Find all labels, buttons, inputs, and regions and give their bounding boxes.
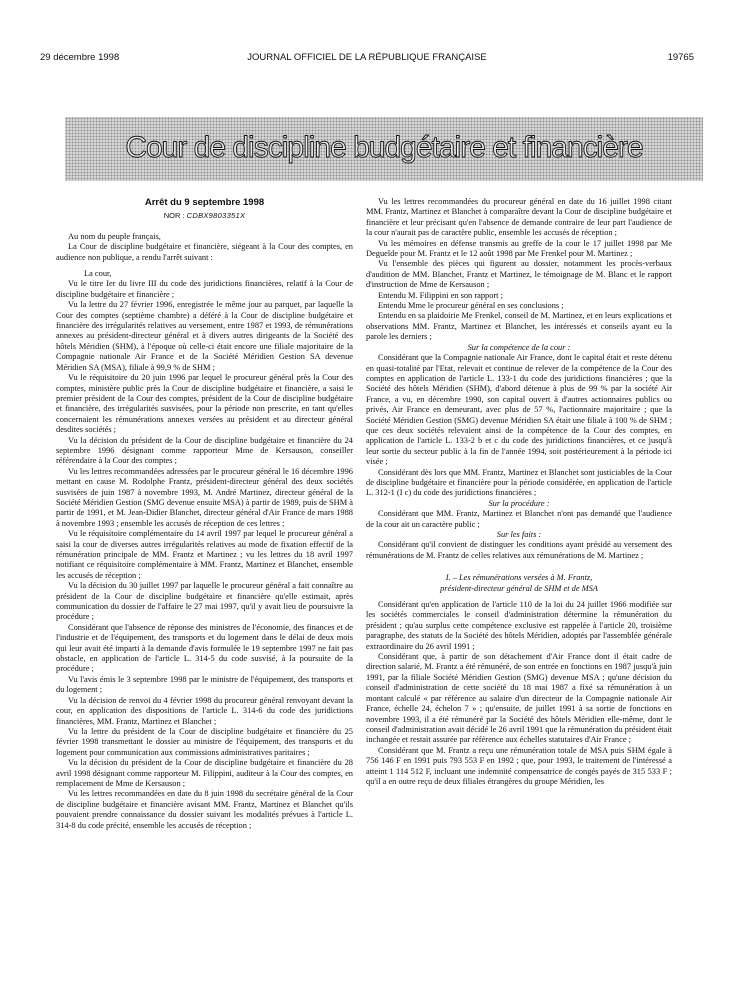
paragraph: Vu le réquisitoire du 20 juin 1996 par lequel le procureur général près la Cour des comptes, ministère public près la Cour de discipline budgétaire et financière, a saisi le premier président de la Cour des comptes, président de la Cour de discipline budgétaire et financière, des irrégularités susvisées, pour la période non prescrite, en tant qu'elles concernaient les rémunérations annexes versées au président et au directeur général desdites sociétés ; xyxy=(56,373,353,435)
section-heading-line: I. – Les rémunérations versées à M. Frantz, xyxy=(445,573,593,583)
page-number: 19765 xyxy=(667,52,694,63)
paragraph: Considérant que M. Frantz a reçu une rémunération totale de MSA puis SHM égale à 756 146 F en 1991 puis 793 553 F en 1992 ; que, pour 1993, le traitement de l'intéressé a atteint 1 114 512 F, incluant une indemnité compensatrice de congés payés de 315 533 F ; qu'il a en outre reçu de deux filiales étrangères du groupe Méridien, les xyxy=(366,745,672,786)
paragraph: Au nom du peuple français, xyxy=(68,231,161,241)
section-banner xyxy=(65,117,703,181)
paragraph: Entendu en sa plaidoirie Me Frenkel, conseil de M. Martinez, et en leurs explications et observations MM. Frantz, Martinez et Blanchet, les intéressés et conseils ayant eu la parole les derniers ; xyxy=(366,311,672,342)
section-heading-frantz xyxy=(366,573,672,594)
paragraph: Vu les lettres recommandées du procureur général en date du 16 juillet 1998 citant MM. Frantz, Martinez et Blanchet à comparaître devant la Cour de discipline budgétaire et financière et leur précisant qu'en l'absence de demande contraire de leur part l'audience de la cour n'aurait pas de caractère public, ensemble les accusés de réception ; xyxy=(366,197,672,238)
arret-title: Arrêt du 9 septembre 1998 xyxy=(144,197,265,208)
paragraph: Entendu Mme le procureur général en ses conclusions ; xyxy=(378,301,564,311)
heading-procedure: Sur la procédure : xyxy=(488,498,550,508)
paragraph: Considérant que l'absence de réponse des ministres de l'économie, des finances et de l'industrie et de l'équipement, des transports et du logement dans le délai de deux mois qui leur avait été imparti à la demande d'avis formulée le 19 septembre 1997 ne fait pas obstacle, en application de l'article L. 314-5 du code susvisé, à la poursuite de la procédure ; xyxy=(56,622,353,674)
nor-value: CDBX9803351X xyxy=(186,211,246,221)
paragraph: Considérant que MM. Frantz, Martinez et Blanchet n'ont pas demandé que l'audience de la cour ait un caractère public ; xyxy=(366,509,672,529)
nor-label: NOR : xyxy=(163,211,185,221)
paragraph: Vu la décision du président de la Cour de discipline budgétaire et financière du 28 avril 1998 désignant comme rapporteur M. Filippini, auditeur à la Cour des comptes, en remplacement de Mme de Kersauson ; xyxy=(56,758,353,788)
paragraph: Vu les lettres recommandées en date du 8 juin 1998 du secrétaire général de la Cour de discipline budgétaire et financière avisant MM. Frantz, Martinez et Blanchet qu'ils pouvaient prendre connaissance du dossier suivant les modalités prévues à l'article L. 314-8 du code précité, ensemble les accusés de réception ; xyxy=(56,789,353,830)
paragraph: La Cour de discipline budgétaire et financière, siégeant à la Cour des comptes, en audience non publique, a rendu l'arrêt suivant : xyxy=(56,242,353,262)
paragraph: Considérant que la Compagnie nationale Air France, dont le capital était et reste détenu en quasi-totalité par l'Etat, relevait et continue de relever de la compétence de la Cour des comptes en application de l'article L. 133-1 du code des juridictions financières ; que la Société des hôtels Méridien (SHM), d'abord détenue à plus de 99 % par la société Air France, a vu, en décembre 1990, son capital ouvert à d'autres actionnaires publics ou privés, Air France en demeurant, avec plus de 57 %, l'actionnaire majoritaire ; que la Société Méridien Gestion (SMG) devenue Méridien SA était une filiale à 100 % de SHM ; que ces deux sociétés relevaient ainsi de la compétence de la Cour des comptes, en application de l'article L. 133-2 b et c du code des juridictions financières, et ce jusqu'à leur sortie du secteur public à la fin de l'année 1994, soit postérieurement à la période ici visée ; xyxy=(366,353,672,467)
paragraph: Considérant qu'il convient de distinguer les conditions ayant présidé au versement des rémunérations de M. Frantz de celles relatives aux rémunérations de M. Martinez ; xyxy=(366,540,672,560)
heading-faits: Sur les faits : xyxy=(496,530,542,539)
banner-title: Cour de discipline budgétaire et financière xyxy=(125,131,643,164)
page-header xyxy=(40,52,694,66)
left-column xyxy=(56,198,353,831)
paragraph: Vu la décision du 30 juillet 1997 par laquelle le procureur général a fait connaître au président de la Cour de discipline budgétaire et financière qu'elle estimait, après communication du dossier de l'affaire le 27 mai 1997, qu'il y avait lieu de poursuivre la procédure ; xyxy=(56,581,353,622)
paragraph: Vu la lettre du président de la Cour de discipline budgétaire et financière du 25 février 1998 transmettant le dossier au ministre de l'équipement, des transports et du logement pour communication aux commissions administratives paritaires ; xyxy=(56,726,353,757)
paragraph: La cour, xyxy=(84,269,112,279)
paragraph: Vu la lettre du 27 février 1996, enregistrée le même jour au parquet, par laquelle la Cour des comptes (septième chambre) a déféré à la Cour de discipline budgétaire et financière des irrégularités relatives au versement, entre 1987 et 1993, de rémunérations annexes au président-directeur général et à divers autres dirigeants de la Société des hôtels Méridien (SHM), à l'époque où celle-ci était encore une filiale majoritaire de la Compagnie nationale Air France et de la Société Méridien Gestion SA devenue Méridien SA (MSA), filiale à 99,9 % de SHM ; xyxy=(56,300,353,372)
paragraph: Entendu M. Filippini en son rapport ; xyxy=(378,290,503,300)
paragraph: Considérant qu'en application de l'article 110 de la loi du 24 juillet 1966 modifiée sur les sociétés commerciales le conseil d'administration détermine la rémunération du président ; qu'au surplus cette compétence exclusive est rappelée à l'article 20, troisième paragraphe, des statuts de la Société des hôtels Méridien, adoptés par l'assemblée générale extraordinaire du 26 avril 1991 ; xyxy=(366,600,672,651)
paragraph: Vu le titre Ier du livre III du code des juridictions financières, relatif à la Cour de discipline budgétaire et financière ; xyxy=(56,279,353,299)
nor-reference xyxy=(56,211,353,221)
paragraph: Vu l'avis émis le 3 septembre 1998 par le ministre de l'équipement, des transports et du logement ; xyxy=(56,674,353,695)
paragraph: Considérant que, à partir de son détachement d'Air France dont il était cadre de direction salarié, M. Frantz a été rémunéré, de son entrée en fonctions en 1987 jusqu'à juin 1991, par la filiale Société Méridien Gestion (SMG) devenue MSA ; qu'une décision du conseil d'administration de cette société du 18 mai 1987 a fixé sa rémunération à un montant calculé « par référence au salaire d'un directeur de la Compagnie nationale Air France, échelle 24, échelon 7 » ; qu'ensuite, de juillet 1991 à sa sortie de fonctions en novembre 1993, il a été rémunéré par la Société des hôtels Méridien elle-même, dont le conseil d'administration avait décidé le 26 avril 1991 que la rémunération du président était inchangée et restait assurée par référence aux échelles statutaires d'Air France ; xyxy=(366,652,672,745)
paragraph: Vu les mémoires en défense transmis au greffe de la cour le 17 juillet 1998 par Me Deguelde pour M. Frantz et le 12 août 1998 par Me Frenkel pour M. Martinez ; xyxy=(366,238,672,259)
right-column xyxy=(366,197,672,787)
heading-competence: Sur la compétence de la cour : xyxy=(467,342,571,352)
section-heading-line: président-directeur général de SHM et de MSA xyxy=(440,583,598,593)
issue-date: 29 décembre 1998 xyxy=(40,52,120,63)
paragraph: Considérant dès lors que MM. Frantz, Martinez et Blanchet sont justiciables de la Cour de discipline budgétaire et financière pour la période considérée, en application de l'article L. 312-1 (I c) du code des juridictions financières ; xyxy=(366,467,672,498)
paragraph: Vu le réquisitoire complémentaire du 14 avril 1997 par lequel le procureur général a saisi la cour de diverses autres irrégularités relatives au mode de fixation effectif de la rémunération principale de MM. Frantz et Martinez ; vu les lettres du 18 avril 1997 notifiant ce réquisitoire complémentaire à MM. Frantz, Martinez et Blanchet, ensemble les accusés de réception ; xyxy=(56,529,353,580)
paragraph: Vu l'ensemble des pièces qui figurent au dossier, notamment les procès-verbaux d'audition de MM. Blanchet, Frantz et Martinez, le témoignage de M. Blanc et le rapport d'instruction de Mme de Kersauson ; xyxy=(366,259,672,290)
paragraph: Vu la décision du président de la Cour de discipline budgétaire et financière du 24 septembre 1996 désignant comme rapporteur Mme de Kersauson, conseiller référendaire à la Cour des comptes ; xyxy=(56,435,353,466)
paragraph: Vu les lettres recommandées adressées par le procureur général le 16 décembre 1996 mettant en cause M. Rodolphe Frantz, président-directeur général des deux sociétés susvisées de juin 1987 à novembre 1993, M. André Martinez, directeur général de la Société Méridien Gestion (SMG devenue ensuite MSA) à partir de 1989, puis de SHM à partir de 1991, et M. Jean-Didier Blanchet, directeur général d'Air France de mars 1988 à novembre 1993 ; ensemble les accusés de réception de ces lettres ; xyxy=(56,466,353,528)
paragraph: Vu la décision de renvoi du 4 février 1998 du procureur général renvoyant devant la cour, en application des dispositions de l'article L. 314-6 du code des juridictions financières, MM. Frantz, Martinez et Blanchet ; xyxy=(56,695,353,726)
journal-title: JOURNAL OFFICIEL DE LA RÉPUBLIQUE FRANÇAISE xyxy=(247,52,487,63)
